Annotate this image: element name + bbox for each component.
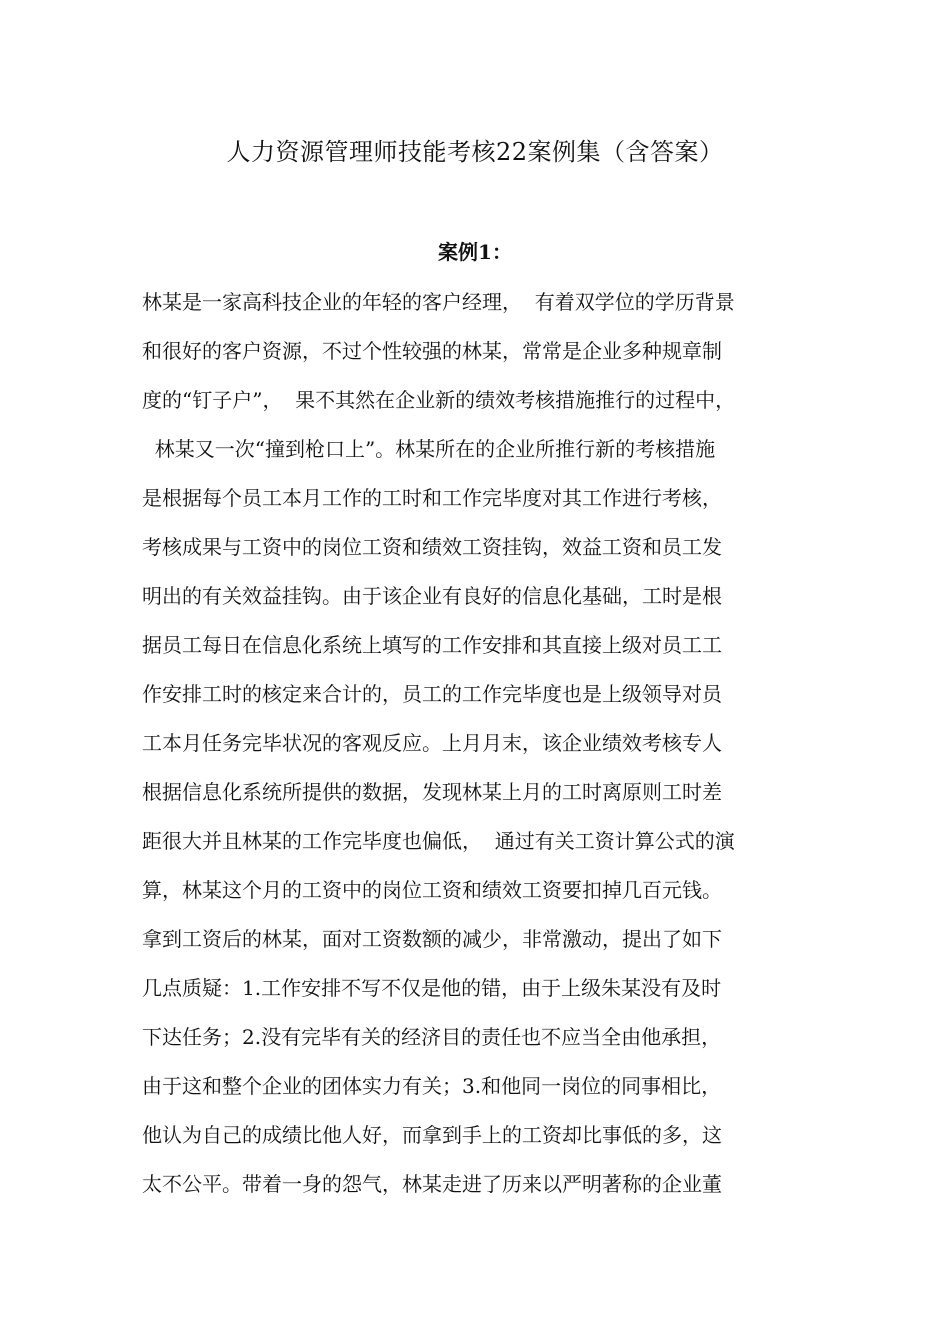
text-line: 和很好的客户资源，不过个性较强的林某，常常是企业多种规章制 xyxy=(142,339,722,363)
text-line: 度的“钉子户”， 果不其然在企业新的绩效考核措施推行的过程中， xyxy=(142,388,736,412)
text-line: 几点质疑：1.工作安排不写不仅是他的错，由于上级朱某没有及时 xyxy=(142,976,722,1000)
body-paragraph xyxy=(142,278,822,1209)
text-line: 明出的有关效益挂钩。由于该企业有良好的信息化基础，工时是根 xyxy=(142,584,722,608)
text-line: 根据信息化系统所提供的数据，发现林某上月的工时离原则工时差 xyxy=(142,780,722,804)
text-line: 据员工每日在信息化系统上填写的工作安排和其直接上级对员工工 xyxy=(142,633,722,657)
text-line: 距很大并且林某的工作完毕度也偏低， 通过有关工资计算公式的演 xyxy=(142,829,735,853)
text-line: 由于这和整个企业的团体实力有关；3.和他同一岗位的同事相比， xyxy=(142,1074,722,1098)
text-line: 他认为自己的成绩比他人好，而拿到手上的工资却比事低的多，这 xyxy=(142,1123,722,1147)
text-line: 太不公平。带着一身的怨气，林某走进了历来以严明著称的企业董 xyxy=(142,1172,722,1196)
case-heading: 案例1： xyxy=(438,240,512,264)
text-line: 拿到工资后的林某，面对工资数额的减少，非常激动，提出了如下 xyxy=(142,927,722,951)
text-line: 算，林某这个月的工资中的岗位工资和绩效工资要扣掉几百元钱。 xyxy=(142,878,722,902)
text-line: 林某又一次“撞到枪口上”。林某所在的企业所推行新的考核措施 xyxy=(142,437,716,461)
document-title: 人力资源管理师技能考核22案例集（含答案） xyxy=(226,138,724,166)
text-line: 下达任务；2.没有完毕有关的经济目的责任也不应当全由他承担， xyxy=(142,1025,722,1049)
text-line: 是根据每个员工本月工作的工时和工作完毕度对其工作进行考核， xyxy=(142,486,722,510)
text-line: 工本月任务完毕状况的客观反应。上月月末，该企业绩效考核专人 xyxy=(142,731,722,755)
text-line: 作安排工时的核定来合计的，员工的工作完毕度也是上级领导对员 xyxy=(142,682,722,706)
text-line: 考核成果与工资中的岗位工资和绩效工资挂钩，效益工资和员工发 xyxy=(142,535,722,559)
text-line: 林某是一家高科技企业的年轻的客户经理， 有着双学位的学历背景 xyxy=(142,290,735,314)
